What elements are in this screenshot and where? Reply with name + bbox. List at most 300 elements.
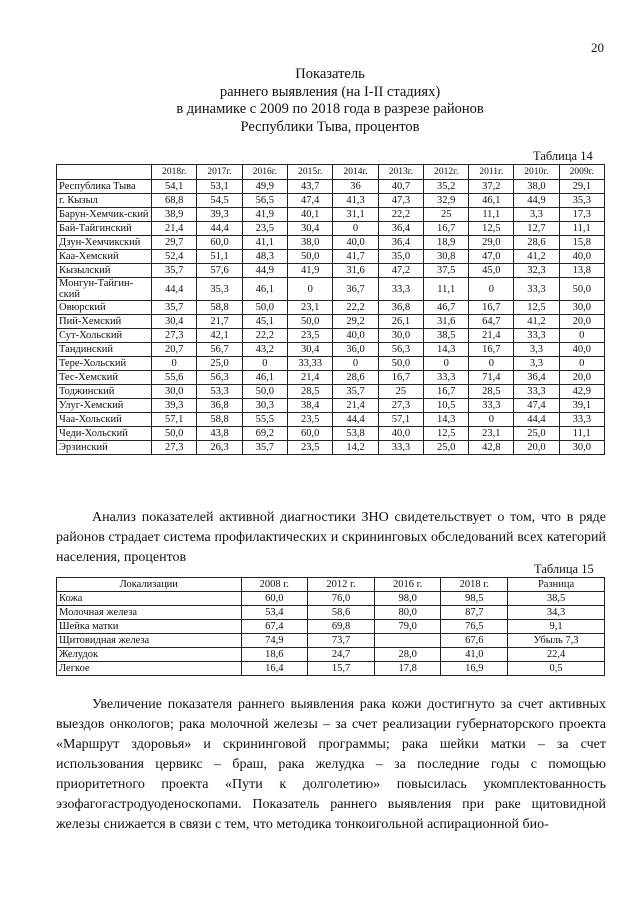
- page-number: 20: [591, 40, 604, 55]
- table14-cell: 35,7: [152, 301, 197, 315]
- table15-cell: 28,0: [374, 648, 441, 662]
- table14-cell: 68,8: [152, 194, 197, 208]
- table14-cell: 46,1: [242, 278, 287, 301]
- table14-cell: 28,5: [288, 385, 333, 399]
- table14-cell: 60,0: [288, 427, 333, 441]
- table14-cell: 39,3: [152, 399, 197, 413]
- table14-cell: 64,7: [469, 315, 514, 329]
- table14-row-label: Сут-Хольский: [57, 329, 152, 343]
- table15-cell: 69,8: [308, 620, 375, 634]
- table14-cell: 58,8: [197, 413, 242, 427]
- table15-cell: 79,0: [374, 620, 441, 634]
- table14-cell: 25: [378, 385, 423, 399]
- table14-cell: 56,3: [197, 371, 242, 385]
- table14-cell: 60,0: [197, 236, 242, 250]
- table14-cell: 53,1: [197, 180, 242, 194]
- table15-cell: 0,5: [508, 662, 605, 676]
- table14-cell: 31,6: [424, 315, 469, 329]
- table14-row-label: Барун-Хемчик-ский: [57, 208, 152, 222]
- table14-cell: 53,3: [197, 385, 242, 399]
- table15-header-cell: 2008 г.: [241, 578, 308, 592]
- table14-row: [57, 208, 605, 222]
- table15-cell: 38,5: [508, 592, 605, 606]
- table14-cell: 16,7: [469, 343, 514, 357]
- title-line: раннего выявления (на I-II стадиях): [219, 83, 441, 100]
- table15: [56, 577, 605, 676]
- table14-cell: 29,0: [469, 236, 514, 250]
- table14-cell: 54,1: [152, 180, 197, 194]
- table14-cell: 40,1: [288, 208, 333, 222]
- table15-row: [57, 606, 605, 620]
- table14-cell: 49,9: [242, 180, 287, 194]
- table14-cell: 35,3: [197, 278, 242, 301]
- table14-cell: 3,3: [514, 343, 559, 357]
- table14-cell: 12,5: [424, 427, 469, 441]
- table15-row-label: Легкое: [57, 662, 242, 676]
- table14-cell: 56,3: [378, 343, 423, 357]
- table14-cell: 22,2: [242, 329, 287, 343]
- table14-cell: 14,2: [333, 441, 378, 455]
- table14-row: [57, 385, 605, 399]
- table14-header-cell: 2016г.: [242, 165, 287, 180]
- table15-row: [57, 648, 605, 662]
- table14-row: [57, 343, 605, 357]
- table14-cell: 50,0: [378, 357, 423, 371]
- table14-cell: 54,5: [197, 194, 242, 208]
- table14-row: [57, 371, 605, 385]
- table14: [56, 164, 605, 455]
- table14-cell: 58,8: [197, 301, 242, 315]
- table15-header-cell: 2018 г.: [441, 578, 508, 592]
- table14-cell: 30,4: [288, 222, 333, 236]
- table14-cell: 50,0: [152, 427, 197, 441]
- table14-cell: 41,7: [333, 250, 378, 264]
- table14-cell: 38,5: [424, 329, 469, 343]
- table14-cell: 0: [469, 278, 514, 301]
- table15-caption: Таблица 15: [534, 562, 594, 576]
- table14-cell: 40,0: [333, 236, 378, 250]
- table14-cell: 39,1: [559, 399, 604, 413]
- table14-row-label: Тере-Хольский: [57, 357, 152, 371]
- table14-cell: 33,3: [424, 371, 469, 385]
- table14-row: [57, 441, 605, 455]
- table14-row: [57, 399, 605, 413]
- table14-row: [57, 315, 605, 329]
- table14-cell: 21,4: [333, 399, 378, 413]
- table14-cell: 42,9: [559, 385, 604, 399]
- table14-cell: 25,0: [197, 357, 242, 371]
- title-line: Республики Тыва, процентов: [240, 118, 420, 135]
- table14-header-cell: 2010г.: [514, 165, 559, 180]
- table14-cell: 30,0: [559, 441, 604, 455]
- table14-row: [57, 194, 605, 208]
- table14-cell: 23,5: [288, 329, 333, 343]
- table14-cell: 0: [559, 329, 604, 343]
- table14-cell: 43,8: [197, 427, 242, 441]
- table14-title: [100, 66, 560, 136]
- table14-cell: 38,4: [288, 399, 333, 413]
- table14-cell: 0: [152, 357, 197, 371]
- table14-cell: 46,1: [469, 194, 514, 208]
- table14-cell: 20,0: [514, 441, 559, 455]
- table15-header-cell: Разница: [508, 578, 605, 592]
- table14-cell: 3,3: [514, 357, 559, 371]
- table14-cell: 30,8: [424, 250, 469, 264]
- table15-cell: 18,6: [241, 648, 308, 662]
- table15-cell: 98,0: [374, 592, 441, 606]
- table15-header-cell: 2012 г.: [308, 578, 375, 592]
- table14-cell: 16,7: [424, 385, 469, 399]
- table15-cell: 41,0: [441, 648, 508, 662]
- table14-cell: 41,9: [288, 264, 333, 278]
- table14-cell: 41,3: [333, 194, 378, 208]
- table14-cell: 44,9: [242, 264, 287, 278]
- table14-row: [57, 357, 605, 371]
- table14-cell: 35,7: [333, 385, 378, 399]
- table14-cell: 44,4: [514, 413, 559, 427]
- table14-row: [57, 264, 605, 278]
- table14-row-label: Тоджинский: [57, 385, 152, 399]
- table14-cell: 47,2: [378, 264, 423, 278]
- table14-cell: 50,0: [288, 315, 333, 329]
- table14-cell: 33,3: [514, 329, 559, 343]
- table14-row-label: Бай-Тайгинский: [57, 222, 152, 236]
- table14-cell: 21,4: [288, 371, 333, 385]
- table14-row: [57, 250, 605, 264]
- table15-header-cell: Локализации: [57, 578, 242, 592]
- table14-cell: 27,3: [152, 329, 197, 343]
- table14-cell: 32,3: [514, 264, 559, 278]
- table15-cell: 98,5: [441, 592, 508, 606]
- table15-row: [57, 634, 605, 648]
- table14-cell: 27,3: [152, 441, 197, 455]
- table14-cell: 25,0: [514, 427, 559, 441]
- table14-row: [57, 180, 605, 194]
- table14-cell: 26,1: [378, 315, 423, 329]
- table14-cell: 36: [333, 180, 378, 194]
- table14-cell: 13,8: [559, 264, 604, 278]
- table14-cell: 56,5: [242, 194, 287, 208]
- table14-cell: 21,7: [197, 315, 242, 329]
- table14-cell: 41,2: [514, 250, 559, 264]
- table14-header-cell: 2014г.: [333, 165, 378, 180]
- table15-row-label: Желудок: [57, 648, 242, 662]
- table14-cell: 69,2: [242, 427, 287, 441]
- table15-cell: [374, 634, 441, 648]
- table14-cell: 33,3: [559, 413, 604, 427]
- table14-cell: 21,4: [152, 222, 197, 236]
- table14-cell: 35,0: [378, 250, 423, 264]
- table14-row: [57, 413, 605, 427]
- table15-row-label: Шейка матки: [57, 620, 242, 634]
- table14-cell: 46,7: [424, 301, 469, 315]
- table14-cell: 57,6: [197, 264, 242, 278]
- table14-cell: 3,3: [514, 208, 559, 222]
- table14-row-label: Монгун-Тайгин-ский: [57, 278, 152, 301]
- table14-row: [57, 329, 605, 343]
- table14-cell: 41,2: [514, 315, 559, 329]
- table14-cell: 40,0: [333, 329, 378, 343]
- table14-cell: 11,1: [424, 278, 469, 301]
- table14-cell: 48,3: [242, 250, 287, 264]
- table14-cell: 25,0: [424, 441, 469, 455]
- table14-cell: 57,1: [378, 413, 423, 427]
- table14-cell: 40,7: [378, 180, 423, 194]
- table14-header-cell: 2015г.: [288, 165, 333, 180]
- table14-cell: 47,0: [469, 250, 514, 264]
- table14-cell: 37,5: [424, 264, 469, 278]
- table14-cell: 52,4: [152, 250, 197, 264]
- table14-cell: 31,1: [333, 208, 378, 222]
- table15-cell: 67,4: [241, 620, 308, 634]
- title-line: Показатель: [295, 66, 365, 82]
- table14-row-label: Чеди-Хольский: [57, 427, 152, 441]
- table14-cell: 53,8: [333, 427, 378, 441]
- table14-cell: 36,4: [378, 236, 423, 250]
- table14-cell: 45,1: [242, 315, 287, 329]
- table14-header-row: [57, 165, 605, 180]
- table15-row: [57, 662, 605, 676]
- table14-cell: 28,6: [514, 236, 559, 250]
- table15-cell: 15,7: [308, 662, 375, 676]
- table15-cell: 67,6: [441, 634, 508, 648]
- table15-cell: 74,9: [241, 634, 308, 648]
- table14-cell: 41,1: [242, 236, 287, 250]
- table14-cell: 40,0: [559, 250, 604, 264]
- table14-cell: 47,3: [378, 194, 423, 208]
- table14-header-cell: 2011г.: [469, 165, 514, 180]
- table14-cell: 44,4: [197, 222, 242, 236]
- table14-caption: Таблица 14: [533, 149, 593, 163]
- table14-cell: 56,7: [197, 343, 242, 357]
- table14-cell: 0: [333, 357, 378, 371]
- table14-cell: 30,4: [152, 315, 197, 329]
- table15-header-row: [57, 578, 605, 592]
- table14-cell: 31,6: [333, 264, 378, 278]
- table14-cell: 22,2: [378, 208, 423, 222]
- table14-cell: 45,0: [469, 264, 514, 278]
- paragraph-diagnostics: [56, 508, 606, 568]
- table14-cell: 10,5: [424, 399, 469, 413]
- table14-row-label: Овюрский: [57, 301, 152, 315]
- table14-cell: 12,5: [469, 222, 514, 236]
- table14-cell: 44,4: [333, 413, 378, 427]
- table14-row: [57, 236, 605, 250]
- table14-cell: 0: [559, 357, 604, 371]
- table14-cell: 30,0: [152, 385, 197, 399]
- table14-cell: 22,2: [333, 301, 378, 315]
- table14-cell: 30,3: [242, 399, 287, 413]
- table15-row-label: Кожа: [57, 592, 242, 606]
- table14-row-label: Улуг-Хемский: [57, 399, 152, 413]
- table14-cell: 30,4: [288, 343, 333, 357]
- table14-cell: 23,1: [288, 301, 333, 315]
- table14-cell: 50,0: [242, 385, 287, 399]
- table14-cell: 40,0: [378, 427, 423, 441]
- table14-cell: 33,3: [514, 278, 559, 301]
- table14-cell: 44,9: [514, 194, 559, 208]
- table14-row-label: Каа-Хемский: [57, 250, 152, 264]
- table14-cell: 50,0: [559, 278, 604, 301]
- table15-cell: 34,3: [508, 606, 605, 620]
- table14-cell: 35,2: [424, 180, 469, 194]
- table14-header-cell: 2017г.: [197, 165, 242, 180]
- table14-cell: 43,2: [242, 343, 287, 357]
- table14-row-label: Пий-Хемский: [57, 315, 152, 329]
- table15-cell: 76,0: [308, 592, 375, 606]
- table15-row: [57, 592, 605, 606]
- table14-cell: 28,6: [333, 371, 378, 385]
- table14-cell: 14,3: [424, 413, 469, 427]
- table14-cell: 28,5: [469, 385, 514, 399]
- table14-cell: 11,1: [469, 208, 514, 222]
- paragraph-early-detection: [56, 695, 606, 835]
- table14-cell: 23,5: [242, 222, 287, 236]
- table15-cell: Убыль 7,3: [508, 634, 605, 648]
- table14-cell: 57,1: [152, 413, 197, 427]
- table14-cell: 0: [469, 413, 514, 427]
- table15-cell: 73,7: [308, 634, 375, 648]
- table14-cell: 50,0: [288, 250, 333, 264]
- table14-cell: 20,0: [559, 315, 604, 329]
- table14-cell: 36,8: [197, 399, 242, 413]
- table14-cell: 55,6: [152, 371, 197, 385]
- table14-cell: 33,3: [378, 278, 423, 301]
- table15-cell: 53,4: [241, 606, 308, 620]
- table14-cell: 21,4: [469, 329, 514, 343]
- table14-cell: 14,3: [424, 343, 469, 357]
- table15-cell: 17,8: [374, 662, 441, 676]
- table14-cell: 38,0: [288, 236, 333, 250]
- table14-cell: 42,8: [469, 441, 514, 455]
- table15-cell: 58,6: [308, 606, 375, 620]
- table14-cell: 46,1: [242, 371, 287, 385]
- table14-cell: 11,1: [559, 427, 604, 441]
- table15-cell: 16,4: [241, 662, 308, 676]
- table14-row: [57, 222, 605, 236]
- table14-cell: 55,5: [242, 413, 287, 427]
- table14-cell: 36,0: [333, 343, 378, 357]
- table14-row-label: Республика Тыва: [57, 180, 152, 194]
- table14-cell: 36,8: [378, 301, 423, 315]
- table14-cell: 26,3: [197, 441, 242, 455]
- table14-row-label: г. Кызыл: [57, 194, 152, 208]
- table14-header-cell: 2012г.: [424, 165, 469, 180]
- table14-cell: 25: [424, 208, 469, 222]
- table14-cell: 35,7: [152, 264, 197, 278]
- table14-row-label: Тес-Хемский: [57, 371, 152, 385]
- table15-cell: 16,9: [441, 662, 508, 676]
- table14-cell: 42,1: [197, 329, 242, 343]
- title-line: в динамике с 2009 по 2018 года в разрезе районов: [176, 101, 484, 117]
- table14-cell: 0: [288, 278, 333, 301]
- table15-header-cell: 2016 г.: [374, 578, 441, 592]
- table15-cell: 87,7: [441, 606, 508, 620]
- table14-cell: 47,4: [288, 194, 333, 208]
- table14-cell: 15,8: [559, 236, 604, 250]
- table15-cell: 9,1: [508, 620, 605, 634]
- table14-cell: 16,7: [378, 371, 423, 385]
- table14-header-cell: [57, 165, 152, 180]
- table14-row-label: Тандинский: [57, 343, 152, 357]
- table14-row-label: Кызылский: [57, 264, 152, 278]
- table15-row: [57, 620, 605, 634]
- table15-cell: 24,7: [308, 648, 375, 662]
- table14-cell: 23,5: [288, 441, 333, 455]
- table14-cell: 23,1: [469, 427, 514, 441]
- table14-cell: 27,3: [378, 399, 423, 413]
- table14-cell: 36,4: [514, 371, 559, 385]
- table14-cell: 30,0: [559, 301, 604, 315]
- table14-cell: 50,0: [242, 301, 287, 315]
- table15-cell: 76,5: [441, 620, 508, 634]
- table14-cell: 41,9: [242, 208, 287, 222]
- table14-cell: 12,5: [514, 301, 559, 315]
- table15-cell: 80,0: [374, 606, 441, 620]
- table15-row-label: Молочная железа: [57, 606, 242, 620]
- table14-cell: 51,1: [197, 250, 242, 264]
- table14-cell: 16,7: [424, 222, 469, 236]
- table14-header-cell: 2018г.: [152, 165, 197, 180]
- table14-cell: 38,0: [514, 180, 559, 194]
- table14-header-cell: 2009г.: [559, 165, 604, 180]
- table14-cell: 35,3: [559, 194, 604, 208]
- table14-cell: 33,3: [469, 399, 514, 413]
- table14-cell: 0: [242, 357, 287, 371]
- table14-cell: 33,3: [378, 441, 423, 455]
- table14-row-label: Чаа-Хольский: [57, 413, 152, 427]
- table14-cell: 20,0: [559, 371, 604, 385]
- table15-cell: 60,0: [241, 592, 308, 606]
- table14-cell: 0: [424, 357, 469, 371]
- table14-header-cell: 2013г.: [378, 165, 423, 180]
- table14-cell: 33,33: [288, 357, 333, 371]
- table14-row-label: Дзун-Хемчикский: [57, 236, 152, 250]
- table14-cell: 38,9: [152, 208, 197, 222]
- table15-cell: 22,4: [508, 648, 605, 662]
- table14-cell: 29,1: [559, 180, 604, 194]
- table14-cell: 17,3: [559, 208, 604, 222]
- table14-row: [57, 427, 605, 441]
- table14-cell: 11,1: [559, 222, 604, 236]
- table14-row: [57, 278, 605, 301]
- table14-cell: 37,2: [469, 180, 514, 194]
- table14-cell: 23,5: [288, 413, 333, 427]
- table14-cell: 18,9: [424, 236, 469, 250]
- table14-cell: 39,3: [197, 208, 242, 222]
- table14-row-label: Эрзинский: [57, 441, 152, 455]
- table14-cell: 36,4: [378, 222, 423, 236]
- table14-cell: 32,9: [424, 194, 469, 208]
- table14-cell: 47,4: [514, 399, 559, 413]
- table15-row-label: Щитовидная железа: [57, 634, 242, 648]
- table14-cell: 35,7: [242, 441, 287, 455]
- table14-cell: 33,3: [514, 385, 559, 399]
- table14-cell: 30,0: [378, 329, 423, 343]
- table14-cell: 16,7: [469, 301, 514, 315]
- table14-cell: 29,2: [333, 315, 378, 329]
- table14-row: [57, 301, 605, 315]
- table14-cell: 36,7: [333, 278, 378, 301]
- table14-cell: 0: [469, 357, 514, 371]
- table14-cell: 12,7: [514, 222, 559, 236]
- paragraph-early-detection-text: Увеличение показателя раннего выявления рака кожи достигнуто за счет активных выездов онкологов; рака молочной железы – за счет реализации губернаторского проекта «Маршрут здоровья» и скрининговой программы; рака шейки матки – за счет использования цервикс – браш, рака желудка – за последние годы с помощью приоритетного проекта «Пути к долголетию» повысилась укомплектованность эзофагогастродуоденоскопами. Показатель раннего выявления при раке щитовидной железы снижается в связи с тем, что методика тонкоигольной аспирационной био-: [56, 697, 606, 832]
- table14-cell: 71,4: [469, 371, 514, 385]
- table14-cell: 0: [333, 222, 378, 236]
- table14-cell: 29,7: [152, 236, 197, 250]
- table14-cell: 43,7: [288, 180, 333, 194]
- paragraph-diagnostics-text: Анализ показателей активной диагностики ЗНО свидетельствует о том, что в ряде районов страдает система профилактических и скрининговых обследований всех категорий населения, процентов: [56, 510, 606, 565]
